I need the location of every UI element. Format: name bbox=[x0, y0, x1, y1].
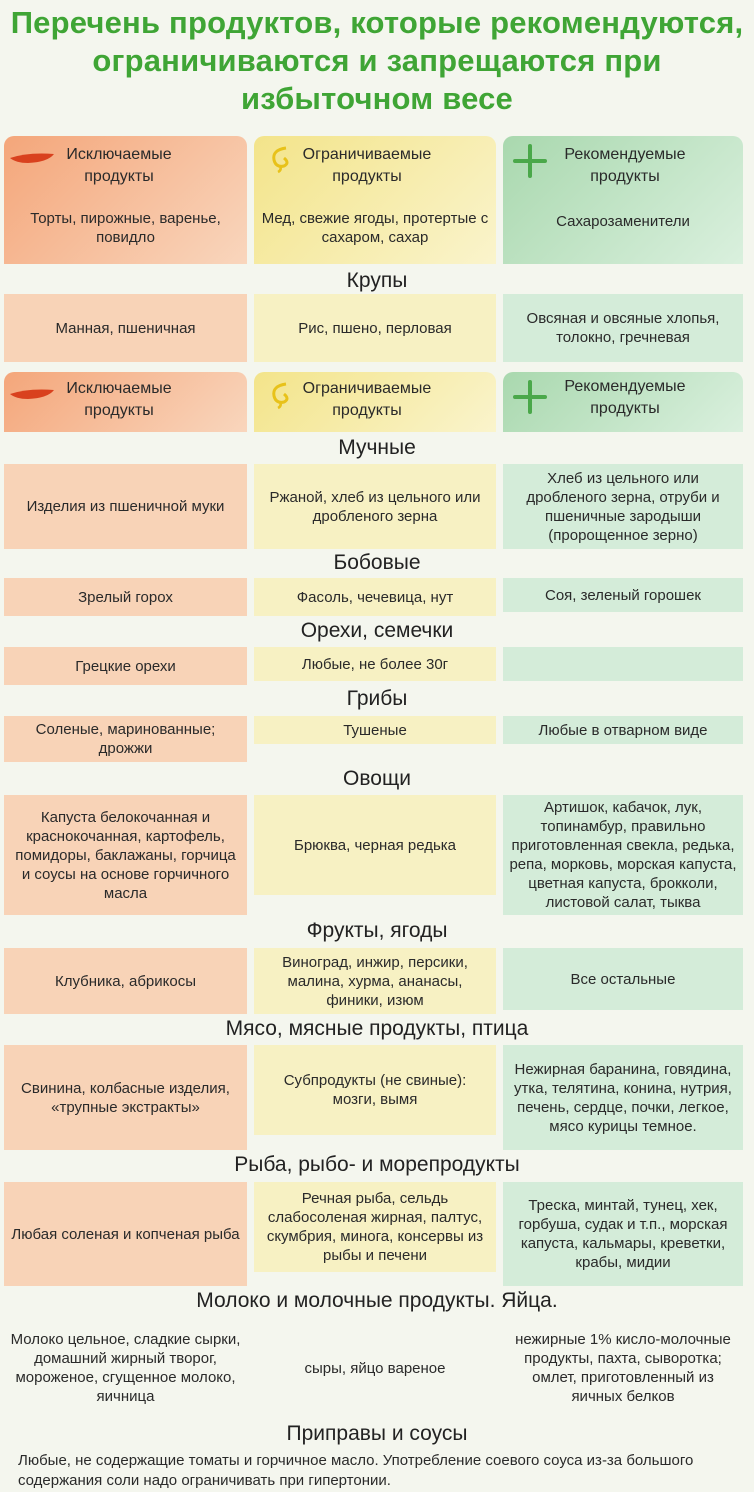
fruits-excluded: Клубника, абрикосы bbox=[4, 948, 247, 1014]
page-title: Перечень продуктов, которые рекомендуются, ограничиваются и запрещаются при избыточном весе bbox=[10, 5, 744, 116]
header-excluded-label: Исключаемые продукты bbox=[66, 380, 172, 419]
legumes-limited: Фасоль, чечевица, нут bbox=[254, 578, 496, 616]
fruits-limited: Виноград, инжир, персики, малина, хурма, ананасы, финики, изюм bbox=[254, 948, 496, 1014]
header-recommended-label: Рекомендуемые продукты bbox=[564, 146, 686, 185]
section-title-condiments: Приправы и соусы bbox=[286, 1422, 468, 1445]
green-plus-icon bbox=[513, 380, 547, 414]
vegetables-recommended: Артишок, кабачок, лук, топинамбур, правильно приготовленная свекла, редька, репа, морковь, морская капуста, цветная капуста, брокколи, листовой салат, тыква bbox=[503, 795, 743, 915]
red-chili-icon bbox=[8, 386, 56, 402]
legumes-excluded: Зрелый горох bbox=[4, 578, 247, 616]
mushrooms-recommended: Любые в отварном виде bbox=[503, 716, 743, 744]
condiments-note: Любые, не содержащие томаты и горчичное масло. Употребление соевого соуса из-за большого содержания соли надо ограничивать при гипертонии. bbox=[18, 1452, 694, 1489]
fish-limited: Речная рыба, сельдь слабосоленая жирная, палтус, скумбрия, минога, консервы из рыбы и печени bbox=[254, 1182, 496, 1272]
section-title-legumes: Бобовые bbox=[333, 551, 421, 574]
nuts-limited: Любые, не более 30г bbox=[254, 647, 496, 681]
mushrooms-limited: Тушеные bbox=[254, 716, 496, 744]
section-title-meat: Мясо, мясные продукты, птица bbox=[225, 1017, 529, 1040]
section-title-cereals: Крупы bbox=[346, 269, 408, 292]
fruits-recommended: Все остальные bbox=[503, 948, 743, 1010]
section-title-vegetables: Овощи bbox=[343, 767, 411, 790]
vegetables-excluded: Капуста белокочанная и краснокочанная, картофель, помидоры, баклажаны, горчица и соусы на основе горчичного масла bbox=[4, 795, 247, 915]
nuts-excluded: Грецкие орехи bbox=[4, 647, 247, 685]
header-recommended-label: Рекомендуемые продукты bbox=[564, 378, 686, 417]
yellow-swirl-icon bbox=[268, 380, 294, 412]
fish-recommended: Треска, минтай, тунец, хек, горбуша, судак и т.п., морская капуста, кальмары, креветки, крабы, мидии bbox=[503, 1182, 743, 1286]
meat-limited: Субпродукты (не свиные): мозги, вымя bbox=[254, 1045, 496, 1135]
header-recommended-2 bbox=[503, 372, 743, 432]
legumes-recommended: Соя, зеленый горошек bbox=[503, 578, 743, 612]
section-title-fish: Рыба, рыбо- и морепродукты bbox=[234, 1153, 520, 1176]
cereals-excluded: Манная, пшеничная bbox=[4, 294, 247, 362]
dairy-recommended: нежирные 1% кисло-молочные продукты, пахта, сыворотка; омлет, приготовленный из яичных белков bbox=[515, 1331, 731, 1405]
meat-recommended: Нежирная баранина, говядина, утка, телятина, конина, нутрия, печень, сердце, почки, легкое, мясо курицы темное. bbox=[503, 1045, 743, 1150]
fish-excluded: Любая соленая и копченая рыба bbox=[4, 1182, 247, 1286]
flour-excluded: Изделия из пшеничной муки bbox=[4, 464, 247, 549]
header-limited-label: Ограничиваемые продукты bbox=[302, 146, 432, 185]
meat-excluded: Свинина, колбасные изделия, «трупные экстракты» bbox=[4, 1045, 247, 1150]
section-title-nuts: Орехи, семечки bbox=[300, 619, 454, 642]
dairy-limited: сыры, яйцо вареное bbox=[304, 1359, 446, 1377]
cereals-limited: Рис, пшено, перловая bbox=[254, 294, 496, 362]
header-excluded-2 bbox=[4, 372, 247, 432]
cereals-recommended: Овсяная и овсяные хлопья, толокно, гречневая bbox=[503, 294, 743, 362]
vegetables-limited: Брюква, черная редька bbox=[254, 795, 496, 895]
sweets-recommended: Сахарозаменители bbox=[556, 212, 690, 230]
mushrooms-excluded: Соленые, маринованные; дрожжи bbox=[4, 716, 247, 762]
section-title-dairy: Молоко и молочные продукты. Яйца. bbox=[196, 1289, 558, 1312]
flour-limited: Ржаной, хлеб из цельного или дробленого зерна bbox=[254, 464, 496, 549]
sweets-excluded: Торты, пирожные, варенье, повидло bbox=[30, 210, 221, 246]
nuts-recommended bbox=[503, 647, 743, 681]
section-title-flour: Мучные bbox=[338, 436, 416, 459]
header-excluded-label: Исключаемые продукты bbox=[66, 146, 172, 185]
red-chili-icon bbox=[8, 150, 56, 166]
yellow-swirl-icon bbox=[268, 144, 294, 176]
section-title-fruits: Фрукты, ягоды bbox=[306, 919, 448, 942]
flour-recommended: Хлеб из цельного или дробленого зерна, отруби и пшеничные зародыши (пророщенное зерно) bbox=[503, 464, 743, 549]
sweets-limited: Мед, свежие ягоды, протертые с сахаром, сахар bbox=[261, 210, 489, 246]
dairy-excluded: Молоко цельное, сладкие сырки, домашний жирный творог, мороженое, сгущенное молоко, яичница bbox=[10, 1331, 241, 1405]
green-plus-icon bbox=[513, 144, 547, 178]
section-title-mushrooms: Грибы bbox=[346, 687, 408, 710]
header-limited-2 bbox=[254, 372, 496, 432]
header-limited-label: Ограничиваемые продукты bbox=[302, 380, 432, 419]
